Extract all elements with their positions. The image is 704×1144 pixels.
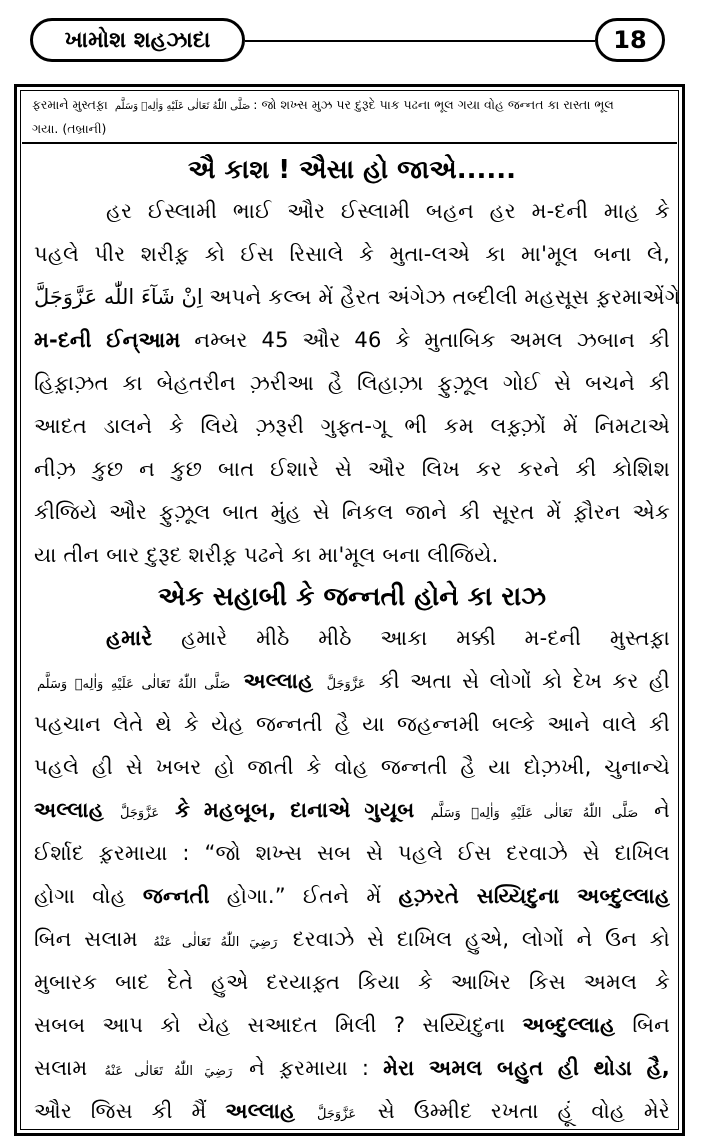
- main-content: [34, 150, 688, 1133]
- paragraph-line: હિફ઼ાઝ઼ત કા બેહતરીન ઝ઼રીઆ હૈ લિહાઝ઼ા ફુઝ઼ૂલ ગોઈ સે બચને કી: [34, 371, 670, 395]
- paragraph-line: હમારે હમારે મીઠે મીઠે આકા મક્કી મ-દની મુસ્તફ઼ા: [106, 626, 670, 650]
- salutation-arabic: صَلَّى اللّٰهُ تَعَالٰى عَلَيْهِ وَاٰلِهٖ وَسَلَّم: [114, 101, 251, 112]
- section-heading: એક સહાબી કે જન્નતી હોને કા રાઝ: [157, 582, 547, 612]
- paragraph-line: ઈર્શાદ ફ઼રમાયા : “જો શખ્સ સબ સે પહલે ઈસ દરવાઝે સે દાખિલ: [34, 841, 670, 865]
- paragraph-line: કીજિયે ઔર ફુઝ઼ૂલ બાત મુંહ સે નિકલ જાને કી સૂરત મેં ફ઼ૌરન એક: [34, 500, 670, 524]
- header-rule: [245, 40, 595, 42]
- paragraph-line: સલામ رَضِيَ اللّٰهُ تَعَالٰى عَنْهُ ને ફ઼રમાયા : મેરા અમલ બહુત હી થોડા હૈ,: [34, 1056, 670, 1080]
- paragraph-line: બિન સલામ رَضِيَ اللّٰهُ تَعَالٰى عَنْهُ દરવાઝે સે દાખિલ હુએ, લોગોં ને ઉન કો: [34, 927, 670, 951]
- madani-inaam-label: મ-દની ઈન્આમ: [34, 328, 181, 352]
- hadith-text: : જો શખ્સ મુઝ પર દુરૂદે પાક પઢના ભૂલ ગયા વોહ જન્નત કા રાસ્તા ભૂલ: [253, 97, 614, 112]
- paragraph-line: પહલે હી સે ખબર હો જાતી કે વોહ જન્નતી હૈ યા દોઝ઼ખી, ચુનાન્ચે: [34, 755, 670, 779]
- hadith-label: ફરમાને મુસ્તફ઼ા: [32, 97, 108, 112]
- hadith-text-cont: ગયા. (તબ્રાની): [32, 121, 107, 136]
- section-heading: ઐ કાશ ! ઐસા હો જાએ......: [188, 155, 516, 185]
- paragraph-line: મ-દની ઈન્આમ નમ્બર 45 ઔર 46 કે મુતાબિક અમલ ઝબાન કી: [34, 328, 671, 352]
- paragraph-line: ઔર જિસ કી મૈં અલ્લાહ عَزَّوَجَلَّ સે ઉમ્મીદ રખતા હૂં વોહ મેરે: [34, 1099, 670, 1123]
- paragraph-line: અલ્લાહ عَزَّوَجَلَّ કે મહબૂબ, દાનાએ ગુયૂબ صَلَّى اللّٰهُ تَعَالٰى عَلَيْهِ وَاٰلِهٖ وَسَلَّم ને: [34, 798, 670, 822]
- paragraph-line: પહચાન લેતે થે કે યેહ જન્નતી હૈ યા જહન્નમી બલ્કે આને વાલે કી: [34, 712, 670, 736]
- paragraph-line: નીઝ઼ કુછ ન કુછ બાત ઈશારે સે ઔર લિખ કર કરને કી કોશિશ: [34, 457, 670, 481]
- paragraph-line: સબબ આપ કો યેહ સઆદત મિલી ? સય્યિદુના અબ્દુલ્લાહ બિન: [34, 1013, 670, 1037]
- paragraph-line: પહલે પીર શરીફ઼ કો ઈસ રિસાલે કે મુતા-લએ કા મા'મૂલ બના લે,: [34, 242, 670, 266]
- page-number: 18: [595, 18, 665, 62]
- hadith-banner: [22, 92, 677, 144]
- paragraph-line: આદત ડાલને કે લિયે ઝ઼રૂરી ગુફ્ત-ગૂ ભી કમ લફ઼્ઝ઼ોં મેં નિમટાએ: [34, 414, 670, 438]
- paragraph-line: યા તીન બાર દુરૂદ શરીફ઼ પઢને કા મા'મૂલ બના લીજિયે.: [34, 543, 499, 567]
- paragraph-line: મુબારક બાદ દેતે હુએ દરયાફ઼્ત કિયા કે આખિર કિસ અમલ કે: [34, 970, 670, 994]
- paragraph-line: صَلَّى اللّٰهُ تَعَالٰى عَلَيْهِ وَاٰلِهٖ وَسَلَّم અલ્લાહ عَزَّوَجَلَّ કી અતા સે લોગોં કો દેખ કર હી: [37, 669, 670, 693]
- book-title: ખામોશ શહઝાદા: [30, 18, 245, 62]
- paragraph-line: હર ઈસ્લામી ભાઈ ઔર ઈસ્લામી બહન હર મ-દની માહ કે: [106, 199, 670, 223]
- paragraph-line: اِنْ شَآءَ اللّٰه عَزَّوَجَلَّ અપને કલ્બ મેં હૈરત અંગેઝ તબ્દીલી મહસૂસ ફ઼રમાએંગે.: [34, 285, 688, 309]
- paragraph-line: હોગા વોહ જન્નતી હોગા.” ઈતને મેં હઝ઼રતે સય્યિદુના અબ્દુલ્લાહ: [34, 884, 670, 908]
